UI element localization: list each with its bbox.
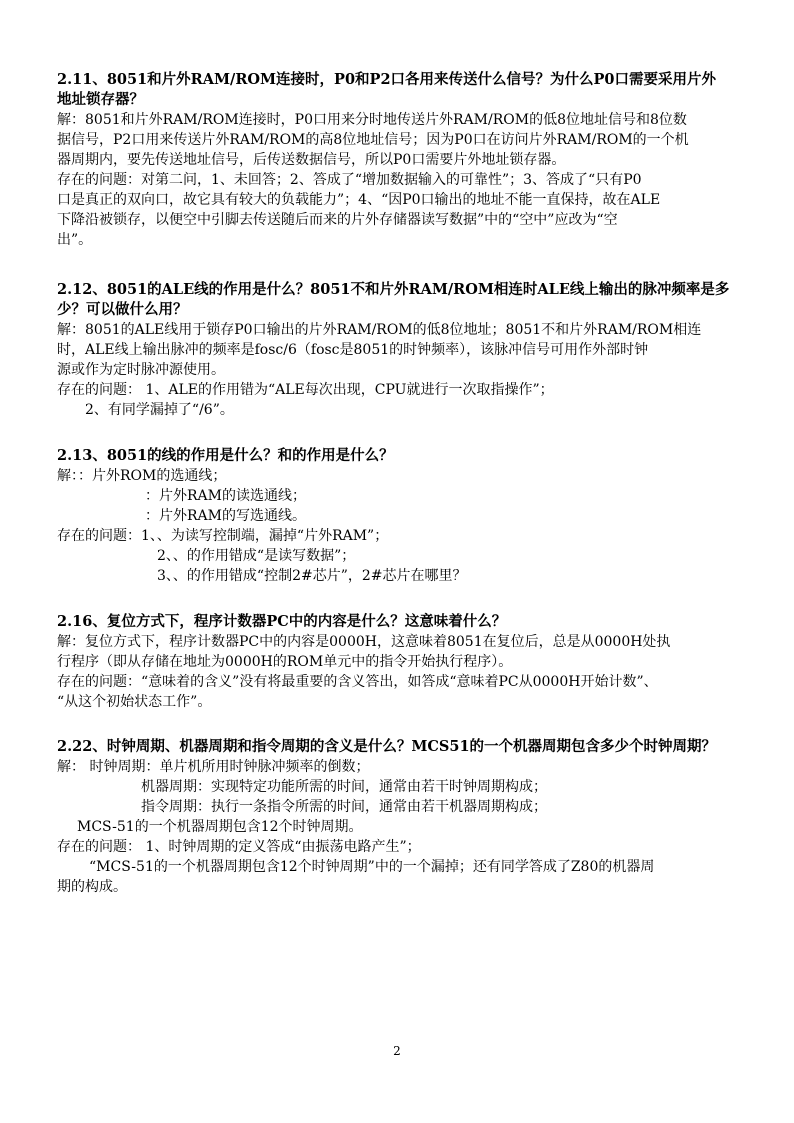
answer-line: 解： 时钟周期：单片机所用时钟脉冲频率的倒数；: [57, 759, 370, 775]
issue-line: 2、有同学漏掉了“/6”。: [85, 402, 234, 418]
answer-line: 解：8051和片外RAM/ROM连接时，P0口用来分时地传送片外RAM/ROM的低8位地址信号和8位数: [57, 112, 687, 128]
question-line: 2.12、8051的ALE线的作用是什么？8051不和片外RAM/ROM相连时ALE线上输出的脉冲频率是多: [57, 281, 730, 298]
answer-line: 机器周期：实现特定功能所需的时间，通常由若干时钟周期构成；: [141, 779, 547, 795]
answer-line: 据信号，P2口用来传送片外RAM/ROM的高8位地址信号；因为P0口在访问片外RAM/ROM的一个机: [57, 132, 689, 148]
question-line: 2.16、复位方式下，程序计数器PC中的内容是什么？这意味着什么？: [57, 613, 507, 630]
issue-line: 期的构成。: [57, 879, 127, 895]
issue-line: “从这个初始状态工作”。: [57, 694, 212, 710]
answer-line: 解：复位方式下，程序计数器PC中的内容是0000H，这意味着8051在复位后，总是从0000H处执: [57, 634, 671, 650]
issue-line: 下降沿被锁存，以便空中引脚去传送随后而来的片外存储器读写数据”中的“空中”应改为“空: [57, 212, 618, 228]
issue-line: “MCS-51的一个机器周期包含12个时钟周期”中的一个漏掉；还有同学答成了Z80的机器周: [89, 859, 655, 875]
answer-line: 行程序（即从存储在地址为0000H的ROM单元中的指令开始执行程序）。: [57, 654, 513, 670]
section-2-11: [57, 70, 747, 250]
issue-line: 存在的问题：1、、为读写控制端，漏掉“片外RAM”；: [57, 528, 389, 544]
question-line: 2.22、时钟周期、机器周期和指令周期的含义是什么？MCS51的一个机器周期包含多少个时钟周期？: [57, 738, 717, 755]
question-line: 2.13、8051的线的作用是什么？和的作用是什么？: [57, 447, 394, 464]
answer-line: 解：：片外ROM的选通线；: [57, 468, 227, 484]
question-line: 地址锁存器？: [57, 91, 144, 108]
section-2-12: [57, 280, 747, 420]
page-number: 2: [393, 1044, 401, 1058]
answer-line: ：片外RAM的写选通线。: [145, 508, 306, 524]
issue-line: 出”。: [57, 232, 93, 248]
issue-line: 存在的问题：“意味着的含义”没有将最重要的含义答出，如答成“意味着PC从0000H开始计数”、: [57, 674, 658, 690]
section-2-22: [57, 737, 747, 897]
issue-line: 存在的问题： 1、ALE的作用错为“ALE每次出现，CPU就进行一次取指操作”；: [57, 382, 554, 398]
issue-line: 2、、的作用错成“是读写数据”；: [157, 548, 356, 564]
issue-line: 3、、的作用错成“控制2#芯片”，2#芯片在哪里？: [157, 568, 467, 584]
answer-line: 解：8051的ALE线用于锁存P0口输出的片外RAM/ROM的低8位地址；8051不和片外RAM/ROM相连: [57, 322, 702, 338]
section-2-13: [57, 446, 747, 586]
section-2-16: [57, 612, 747, 712]
answer-line: 器周期内，要先传送地址信号，后传送数据信号，所以P0口需要片外地址锁存器。: [57, 152, 566, 168]
issue-line: 口是真正的双向口，故它具有较大的负载能力”；4、“因P0口输出的地址不能一直保持，故在ALE: [57, 192, 661, 208]
answer-line: ：片外RAM的读选通线；: [145, 488, 306, 504]
issue-line: 存在的问题： 1、时钟周期的定义答成“由振荡电路产生”；: [57, 839, 421, 855]
question-line: 少？可以做什么用？: [57, 301, 188, 318]
answer-line: 时，ALE线上输出脉冲的频率是fosc/6（fosc是8051的时钟频率），该脉冲信号可用作外部时钟: [57, 342, 649, 358]
answer-line: MCS-51的一个机器周期包含12个时钟周期。: [77, 819, 363, 835]
issue-line: 存在的问题：对第二问，1、未回答；2、答成了“增加数据输入的可靠性”；3、答成了“只有P0: [57, 172, 642, 188]
answer-line: 指令周期：执行一条指令所需的时间，通常由若干机器周期构成；: [141, 799, 547, 815]
question-line: 2.11、8051和片外RAM/ROM连接时，P0和P2口各用来传送什么信号？为什么P0口需要采用片外: [57, 71, 717, 88]
answer-line: 源或作为定时脉冲源使用。: [57, 362, 225, 378]
